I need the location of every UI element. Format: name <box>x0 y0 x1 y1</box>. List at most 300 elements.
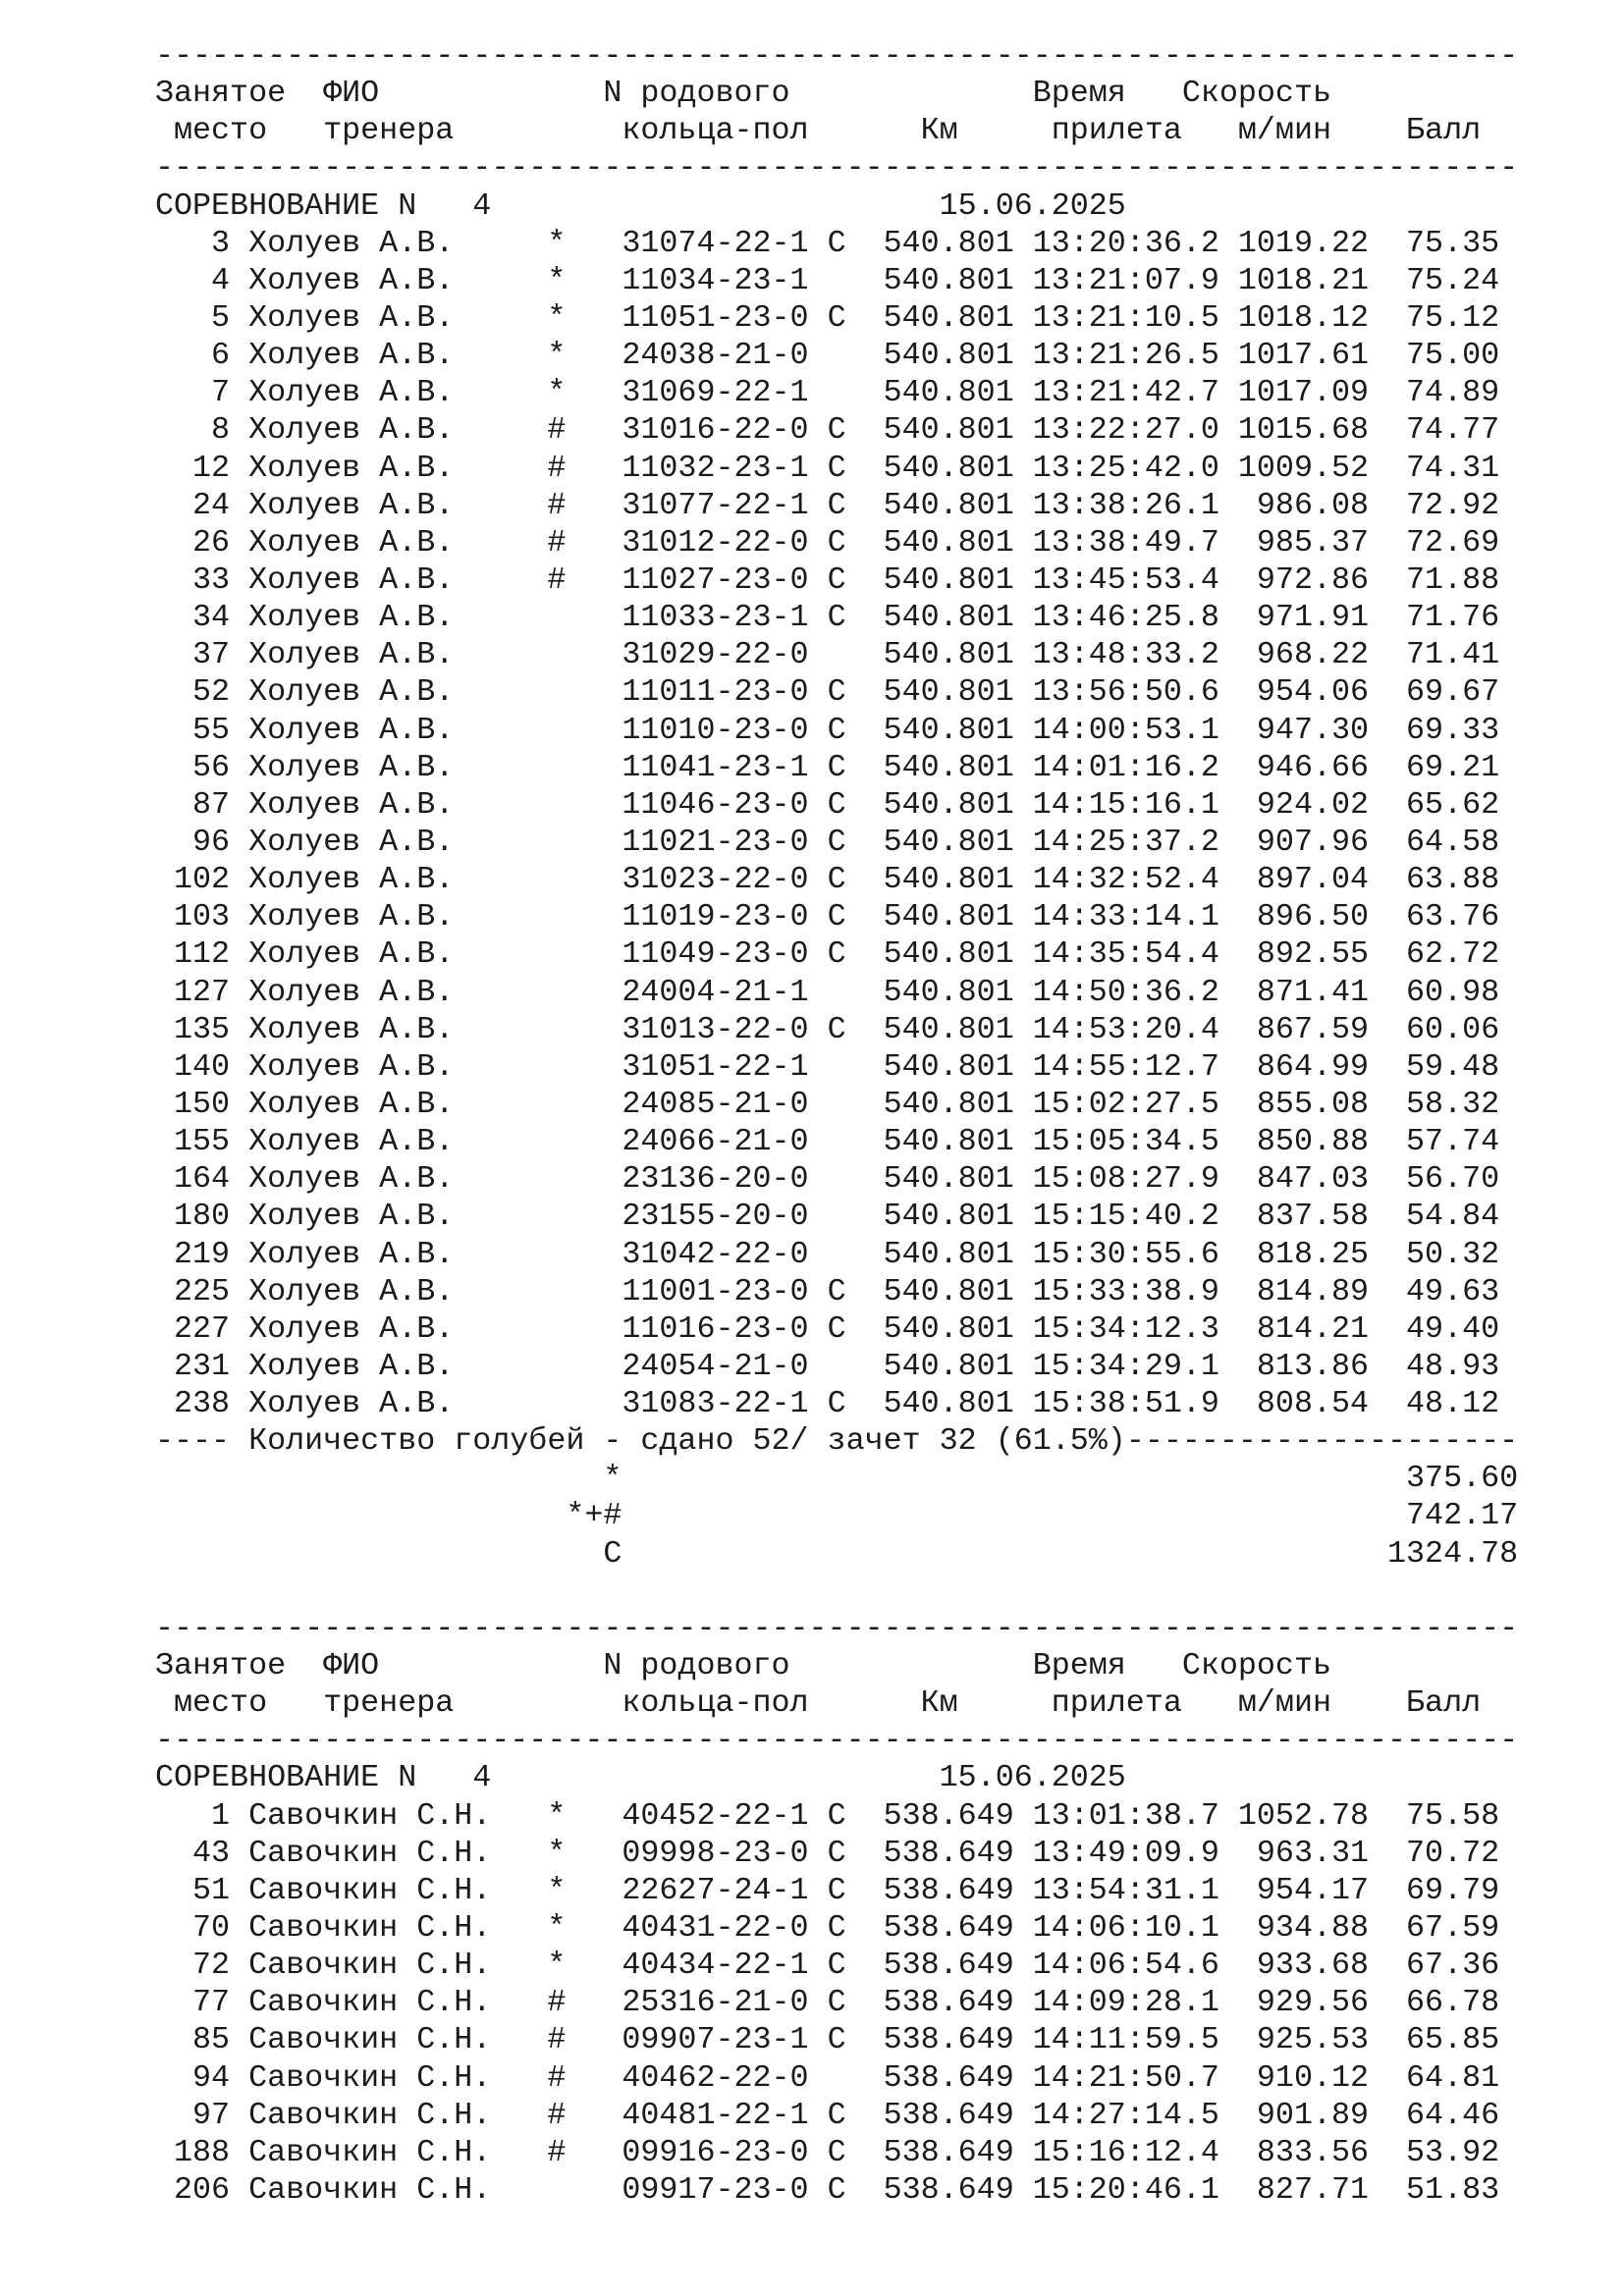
row-sex: С <box>827 524 846 561</box>
row-speed: 986.08 <box>1237 487 1370 523</box>
row-speed: 1009.52 <box>1237 450 1370 486</box>
header-name: ФИО <box>323 76 380 112</box>
row-km: 540.801 <box>883 262 1014 298</box>
table-row <box>155 974 1579 1011</box>
row-mark <box>547 1311 622 1347</box>
row-mark: * <box>547 262 623 298</box>
row-mark: * <box>547 225 623 261</box>
row-speed: 968.22 <box>1237 637 1370 673</box>
table-row <box>155 712 1579 749</box>
total-label: * <box>603 1461 623 1497</box>
table-row <box>155 1198 1579 1235</box>
row-sex: С <box>827 1310 846 1347</box>
row-km: 540.801 <box>883 1161 1014 1198</box>
row-name: Холуев А.В. <box>248 749 548 785</box>
competition-line <box>155 187 1579 225</box>
row-mark: * <box>547 338 623 374</box>
row-km: 540.801 <box>883 674 1014 711</box>
table-row <box>155 1797 1579 1835</box>
row-speed: 971.91 <box>1237 600 1370 636</box>
row-mark <box>547 975 622 1010</box>
table-row <box>155 374 1579 411</box>
row-place: 140 <box>155 1048 231 1085</box>
row-ring: 31074-22-1 <box>622 225 809 261</box>
row-km: 540.801 <box>883 786 1014 823</box>
row-sex: С <box>827 1948 846 1984</box>
row-place: 3 <box>155 225 231 261</box>
row-mark <box>547 1199 622 1234</box>
row-name: Савочкин С.Н. <box>248 1872 548 1908</box>
row-km: 540.801 <box>883 1236 1014 1272</box>
row-score: 63.76 <box>1387 899 1500 935</box>
row-score: 62.72 <box>1387 936 1500 973</box>
row-place: 112 <box>155 936 231 973</box>
row-mark <box>547 674 622 710</box>
row-km: 540.801 <box>883 749 1014 785</box>
row-mark: # <box>547 1985 623 2021</box>
row-ring: 11016-23-0 <box>622 1310 809 1347</box>
table-row <box>155 861 1579 898</box>
row-score: 57.74 <box>1387 1124 1500 1160</box>
row-score: 49.40 <box>1387 1310 1500 1347</box>
row-place: 155 <box>155 1124 231 1160</box>
header-km: Км <box>920 113 958 149</box>
competition-number: 4 <box>472 187 492 224</box>
row-speed: 1017.61 <box>1237 338 1370 374</box>
row-place: 219 <box>155 1236 231 1272</box>
row-mark <box>547 787 622 823</box>
row-place: 231 <box>155 1348 231 1384</box>
table-row <box>155 2134 1579 2171</box>
row-km: 538.649 <box>883 1948 1014 1984</box>
header-ring-2: кольца-пол <box>622 113 809 149</box>
row-name: Холуев А.В. <box>248 1086 548 1122</box>
row-mark <box>547 1274 622 1309</box>
row-time: 13:01:38.7 <box>1032 1797 1219 1834</box>
row-km: 540.801 <box>883 862 1014 898</box>
row-score: 54.84 <box>1387 1199 1500 1235</box>
row-mark <box>547 1012 622 1047</box>
row-score: 75.12 <box>1387 299 1500 336</box>
row-score: 72.92 <box>1387 487 1500 523</box>
competition-label: СОРЕВНОВАНИЕ N <box>155 187 417 224</box>
total-line <box>155 1460 1579 1497</box>
header-speed-2: м/мин <box>1237 113 1331 149</box>
row-ring: 40481-22-1 <box>622 2097 809 2133</box>
row-name: Холуев А.В. <box>248 674 548 711</box>
table-row <box>155 1086 1579 1123</box>
table-row <box>155 673 1579 711</box>
row-km: 540.801 <box>883 1048 1014 1085</box>
row-mark: # <box>547 2059 623 2096</box>
row-km: 540.801 <box>883 450 1014 486</box>
header-place-2: место <box>174 113 268 149</box>
row-mark <box>547 713 622 748</box>
row-name: Холуев А.В. <box>248 1124 548 1160</box>
row-place: 26 <box>155 524 231 561</box>
row-speed: 867.59 <box>1237 1011 1370 1047</box>
total-value: 742.17 <box>1406 1498 1519 1534</box>
table-header-line-2 <box>155 1684 1579 1722</box>
row-score: 53.92 <box>1387 2134 1500 2170</box>
row-ring: 23155-20-0 <box>622 1199 809 1235</box>
row-ring: 11011-23-0 <box>622 674 809 711</box>
row-mark <box>547 862 622 897</box>
row-sex: С <box>827 1797 846 1834</box>
row-ring: 25316-21-0 <box>622 1985 809 2021</box>
row-ring: 24085-21-0 <box>622 1086 809 1122</box>
row-score: 48.93 <box>1387 1348 1500 1384</box>
row-place: 77 <box>155 1985 231 2021</box>
row-score: 75.35 <box>1387 225 1500 261</box>
row-place: 102 <box>155 862 231 898</box>
row-place: 188 <box>155 2134 231 2170</box>
row-speed: 813.86 <box>1237 1348 1370 1384</box>
table-row <box>155 2021 1579 2058</box>
row-time: 13:38:26.1 <box>1032 487 1219 523</box>
row-ring: 11051-23-0 <box>622 299 809 336</box>
row-time: 14:21:50.7 <box>1032 2059 1219 2096</box>
row-place: 34 <box>155 600 231 636</box>
row-km: 540.801 <box>883 899 1014 935</box>
row-sex: С <box>827 2134 846 2170</box>
row-name: Савочкин С.Н. <box>248 1910 548 1947</box>
table-row <box>155 1160 1579 1198</box>
header-place: Занятое <box>155 76 287 112</box>
row-mark <box>547 750 622 785</box>
competition-date: 15.06.2025 <box>939 1760 1126 1796</box>
row-mark: # <box>547 2097 623 2133</box>
row-ring: 11034-23-1 <box>622 262 809 298</box>
row-score: 60.06 <box>1387 1011 1500 1047</box>
row-speed: 933.68 <box>1237 1948 1370 1984</box>
row-ring: 11049-23-0 <box>622 936 809 973</box>
row-time: 13:20:36.2 <box>1032 225 1219 261</box>
row-sex: С <box>827 1386 846 1422</box>
row-name: Холуев А.В. <box>248 1011 548 1047</box>
row-speed: 910.12 <box>1237 2059 1370 2096</box>
row-km: 538.649 <box>883 2172 1014 2209</box>
row-score: 69.21 <box>1387 749 1500 785</box>
row-time: 13:21:26.5 <box>1032 338 1219 374</box>
row-km: 540.801 <box>883 1348 1014 1384</box>
row-time: 14:27:14.5 <box>1032 2097 1219 2133</box>
header-time: Время <box>1032 76 1126 112</box>
competition-line <box>155 1759 1579 1796</box>
row-sex <box>828 375 846 410</box>
row-ring: 40431-22-0 <box>622 1910 809 1947</box>
table-row <box>155 225 1579 262</box>
row-ring: 31083-22-1 <box>622 1386 809 1422</box>
row-place: 43 <box>155 1835 231 1871</box>
row-km: 540.801 <box>883 375 1014 411</box>
table-row <box>155 1909 1579 1947</box>
row-ring: 24054-21-0 <box>622 1348 809 1384</box>
row-km: 540.801 <box>883 338 1014 374</box>
row-speed: 837.58 <box>1237 1199 1370 1235</box>
row-score: 66.78 <box>1387 1985 1500 2021</box>
row-mark <box>547 1087 622 1122</box>
row-score: 65.85 <box>1387 2022 1500 2058</box>
row-place: 150 <box>155 1086 231 1122</box>
row-name: Савочкин С.Н. <box>248 1797 548 1834</box>
row-name: Холуев А.В. <box>248 450 548 486</box>
row-place: 72 <box>155 1948 231 1984</box>
row-score: 69.79 <box>1387 1872 1500 1908</box>
row-place: 85 <box>155 2022 231 2058</box>
table-header-line-1 <box>155 75 1579 112</box>
row-place: 8 <box>155 412 231 449</box>
row-km: 540.801 <box>883 299 1014 336</box>
row-speed: 901.89 <box>1237 2097 1370 2133</box>
row-sex: С <box>827 1011 846 1047</box>
row-name: Савочкин С.Н. <box>248 2059 548 2096</box>
row-score: 59.48 <box>1387 1048 1500 1085</box>
header-ring-2: кольца-пол <box>622 1685 809 1722</box>
row-sex: С <box>827 862 846 898</box>
row-time: 13:46:25.8 <box>1032 600 1219 636</box>
row-place: 24 <box>155 487 231 523</box>
row-time: 13:48:33.2 <box>1032 637 1219 673</box>
table-row <box>155 487 1579 524</box>
row-ring: 31029-22-0 <box>622 637 809 673</box>
row-sex: С <box>827 899 846 935</box>
row-sex <box>828 1349 846 1384</box>
row-km: 540.801 <box>883 1086 1014 1122</box>
row-sex <box>828 1237 846 1272</box>
row-score: 71.41 <box>1387 637 1500 673</box>
row-mark: # <box>547 450 623 486</box>
row-time: 14:35:54.4 <box>1032 936 1219 973</box>
row-mark: # <box>547 2022 623 2058</box>
row-km: 540.801 <box>883 561 1014 598</box>
row-score: 51.83 <box>1387 2172 1500 2209</box>
row-ring: 24066-21-0 <box>622 1124 809 1160</box>
row-mark: # <box>547 2134 623 2170</box>
row-mark <box>547 1386 622 1421</box>
row-ring: 24004-21-1 <box>622 974 809 1010</box>
total-label: С <box>603 1535 623 1572</box>
row-name: Холуев А.В. <box>248 375 548 411</box>
row-place: 180 <box>155 1199 231 1235</box>
table-row <box>155 1984 1579 2021</box>
row-time: 14:32:52.4 <box>1032 862 1219 898</box>
row-mark <box>547 600 622 635</box>
row-score: 56.70 <box>1387 1161 1500 1198</box>
row-ring: 31042-22-0 <box>622 1236 809 1272</box>
row-km: 540.801 <box>883 1386 1014 1422</box>
dashed-rule: ------------------------------------------------------------------------- <box>155 1723 1519 1759</box>
row-score: 64.58 <box>1387 824 1500 860</box>
row-time: 14:01:16.2 <box>1032 749 1219 785</box>
row-name: Холуев А.В. <box>248 1310 548 1347</box>
table-row <box>155 2097 1579 2134</box>
row-time: 14:15:16.1 <box>1032 786 1219 823</box>
row-name: Савочкин С.Н. <box>248 2022 548 2058</box>
row-ring: 24038-21-0 <box>622 338 809 374</box>
row-speed: 897.04 <box>1237 862 1370 898</box>
row-time: 15:20:46.1 <box>1032 2172 1219 2209</box>
row-mark: * <box>547 1797 623 1834</box>
row-time: 13:25:42.0 <box>1032 450 1219 486</box>
row-sex <box>828 1199 846 1234</box>
row-km: 540.801 <box>883 1199 1014 1235</box>
row-score: 64.81 <box>1387 2059 1500 2096</box>
row-name: Савочкин С.Н. <box>248 1948 548 1984</box>
row-ring: 11033-23-1 <box>622 600 809 636</box>
row-sex: С <box>827 1835 846 1871</box>
header-speed: Скорость <box>1181 76 1331 112</box>
row-name: Холуев А.В. <box>248 786 548 823</box>
row-name: Холуев А.В. <box>248 412 548 449</box>
row-score: 75.58 <box>1387 1797 1500 1834</box>
header-time-2: прилета <box>1051 1685 1182 1722</box>
row-sex: С <box>827 1273 846 1309</box>
table-row <box>155 935 1579 973</box>
row-time: 13:45:53.4 <box>1032 561 1219 598</box>
row-time: 14:50:36.2 <box>1032 974 1219 1010</box>
row-name: Холуев А.В. <box>248 637 548 673</box>
row-time: 13:21:42.7 <box>1032 375 1219 411</box>
row-place: 103 <box>155 899 231 935</box>
row-mark: # <box>547 524 623 561</box>
row-sex: С <box>827 450 846 486</box>
table-header-line-2 <box>155 112 1579 149</box>
row-place: 135 <box>155 1011 231 1047</box>
table-row <box>155 1872 1579 1909</box>
row-ring: 09907-23-1 <box>622 2022 809 2058</box>
row-ring: 40462-22-0 <box>622 2059 809 2096</box>
table-row <box>155 524 1579 561</box>
row-km: 540.801 <box>883 637 1014 673</box>
row-name: Савочкин С.Н. <box>248 2134 548 2170</box>
row-name: Савочкин С.Н. <box>248 2172 548 2209</box>
row-time: 14:11:59.5 <box>1032 2022 1219 2058</box>
table-row <box>155 2171 1579 2209</box>
header-speed: Скорость <box>1181 1648 1331 1684</box>
row-speed: 985.37 <box>1237 524 1370 561</box>
row-name: Холуев А.В. <box>248 1048 548 1085</box>
row-time: 15:34:29.1 <box>1032 1348 1219 1384</box>
competition-number: 4 <box>472 1760 492 1796</box>
header-score: Балл <box>1406 113 1482 149</box>
row-km: 540.801 <box>883 225 1014 261</box>
row-km: 540.801 <box>883 712 1014 748</box>
row-sex: С <box>827 561 846 598</box>
total-line <box>155 1535 1579 1573</box>
row-speed: 892.55 <box>1237 936 1370 973</box>
row-speed: 827.71 <box>1237 2172 1370 2209</box>
row-name: Холуев А.В. <box>248 262 548 298</box>
row-mark: * <box>547 375 623 411</box>
table-row <box>155 636 1579 673</box>
row-score: 74.89 <box>1387 375 1500 411</box>
row-km: 540.801 <box>883 1273 1014 1309</box>
row-name: Холуев А.В. <box>248 600 548 636</box>
row-km: 540.801 <box>883 412 1014 449</box>
row-km: 540.801 <box>883 600 1014 636</box>
row-sex: С <box>827 749 846 785</box>
row-mark: # <box>547 561 623 598</box>
row-mark: * <box>547 1872 623 1908</box>
header-score: Балл <box>1406 1685 1482 1722</box>
row-score: 48.12 <box>1387 1386 1500 1422</box>
row-km: 540.801 <box>883 1011 1014 1047</box>
table-row <box>155 1348 1579 1385</box>
table-row <box>155 1236 1579 1273</box>
row-name: Савочкин С.Н. <box>248 2097 548 2133</box>
row-sex: С <box>827 1985 846 2021</box>
row-name: Холуев А.В. <box>248 1199 548 1235</box>
row-sex: С <box>827 1910 846 1947</box>
row-speed: 855.08 <box>1237 1086 1370 1122</box>
row-score: 69.33 <box>1387 712 1500 748</box>
row-ring: 11019-23-0 <box>622 899 809 935</box>
row-time: 15:05:34.5 <box>1032 1124 1219 1160</box>
row-sex <box>828 338 846 373</box>
row-sex: С <box>827 936 846 973</box>
row-mark <box>547 1237 622 1272</box>
row-name: Холуев А.В. <box>248 225 548 261</box>
row-mark <box>547 1161 622 1197</box>
row-place: 94 <box>155 2059 231 2096</box>
row-speed: 808.54 <box>1237 1386 1370 1422</box>
row-speed: 864.99 <box>1237 1048 1370 1085</box>
row-speed: 1052.78 <box>1237 1797 1370 1834</box>
row-name: Холуев А.В. <box>248 1161 548 1198</box>
table-row <box>155 1048 1579 1086</box>
row-place: 206 <box>155 2172 231 2209</box>
row-km: 538.649 <box>883 1872 1014 1908</box>
row-time: 13:38:49.7 <box>1032 524 1219 561</box>
row-mark <box>547 637 622 672</box>
row-time: 15:08:27.9 <box>1032 1161 1219 1198</box>
row-sex: С <box>827 1872 846 1908</box>
row-speed: 972.86 <box>1237 561 1370 598</box>
row-sex: С <box>827 2172 846 2209</box>
table-row <box>155 749 1579 786</box>
row-speed: 1019.22 <box>1237 225 1370 261</box>
row-place: 33 <box>155 561 231 598</box>
dashed-rule: ------------------------------------------------------------------------- <box>155 150 1519 187</box>
row-time: 14:00:53.1 <box>1032 712 1219 748</box>
row-km: 540.801 <box>883 487 1014 523</box>
row-place: 225 <box>155 1273 231 1309</box>
row-score: 65.62 <box>1387 786 1500 823</box>
row-time: 13:54:31.1 <box>1032 1872 1219 1908</box>
table-row <box>155 786 1579 824</box>
row-speed: 833.56 <box>1237 2134 1370 2170</box>
row-ring: 31023-22-0 <box>622 862 809 898</box>
row-speed: 924.02 <box>1237 786 1370 823</box>
row-ring: 11032-23-1 <box>622 450 809 486</box>
row-place: 127 <box>155 974 231 1010</box>
row-score: 70.72 <box>1387 1835 1500 1871</box>
row-mark: # <box>547 487 623 523</box>
row-place: 56 <box>155 749 231 785</box>
row-place: 70 <box>155 1910 231 1947</box>
row-name: Холуев А.В. <box>248 524 548 561</box>
table-row <box>155 1835 1579 1872</box>
row-name: Холуев А.В. <box>248 974 548 1010</box>
dashed-rule: ------------------------------------------------------------------------- <box>155 38 1519 74</box>
row-place: 1 <box>155 1797 231 1834</box>
row-name: Савочкин С.Н. <box>248 1985 548 2021</box>
row-place: 238 <box>155 1386 231 1422</box>
row-time: 14:55:12.7 <box>1032 1048 1219 1085</box>
competition-label: СОРЕВНОВАНИЕ N <box>155 1760 417 1796</box>
row-sex <box>828 1161 846 1197</box>
